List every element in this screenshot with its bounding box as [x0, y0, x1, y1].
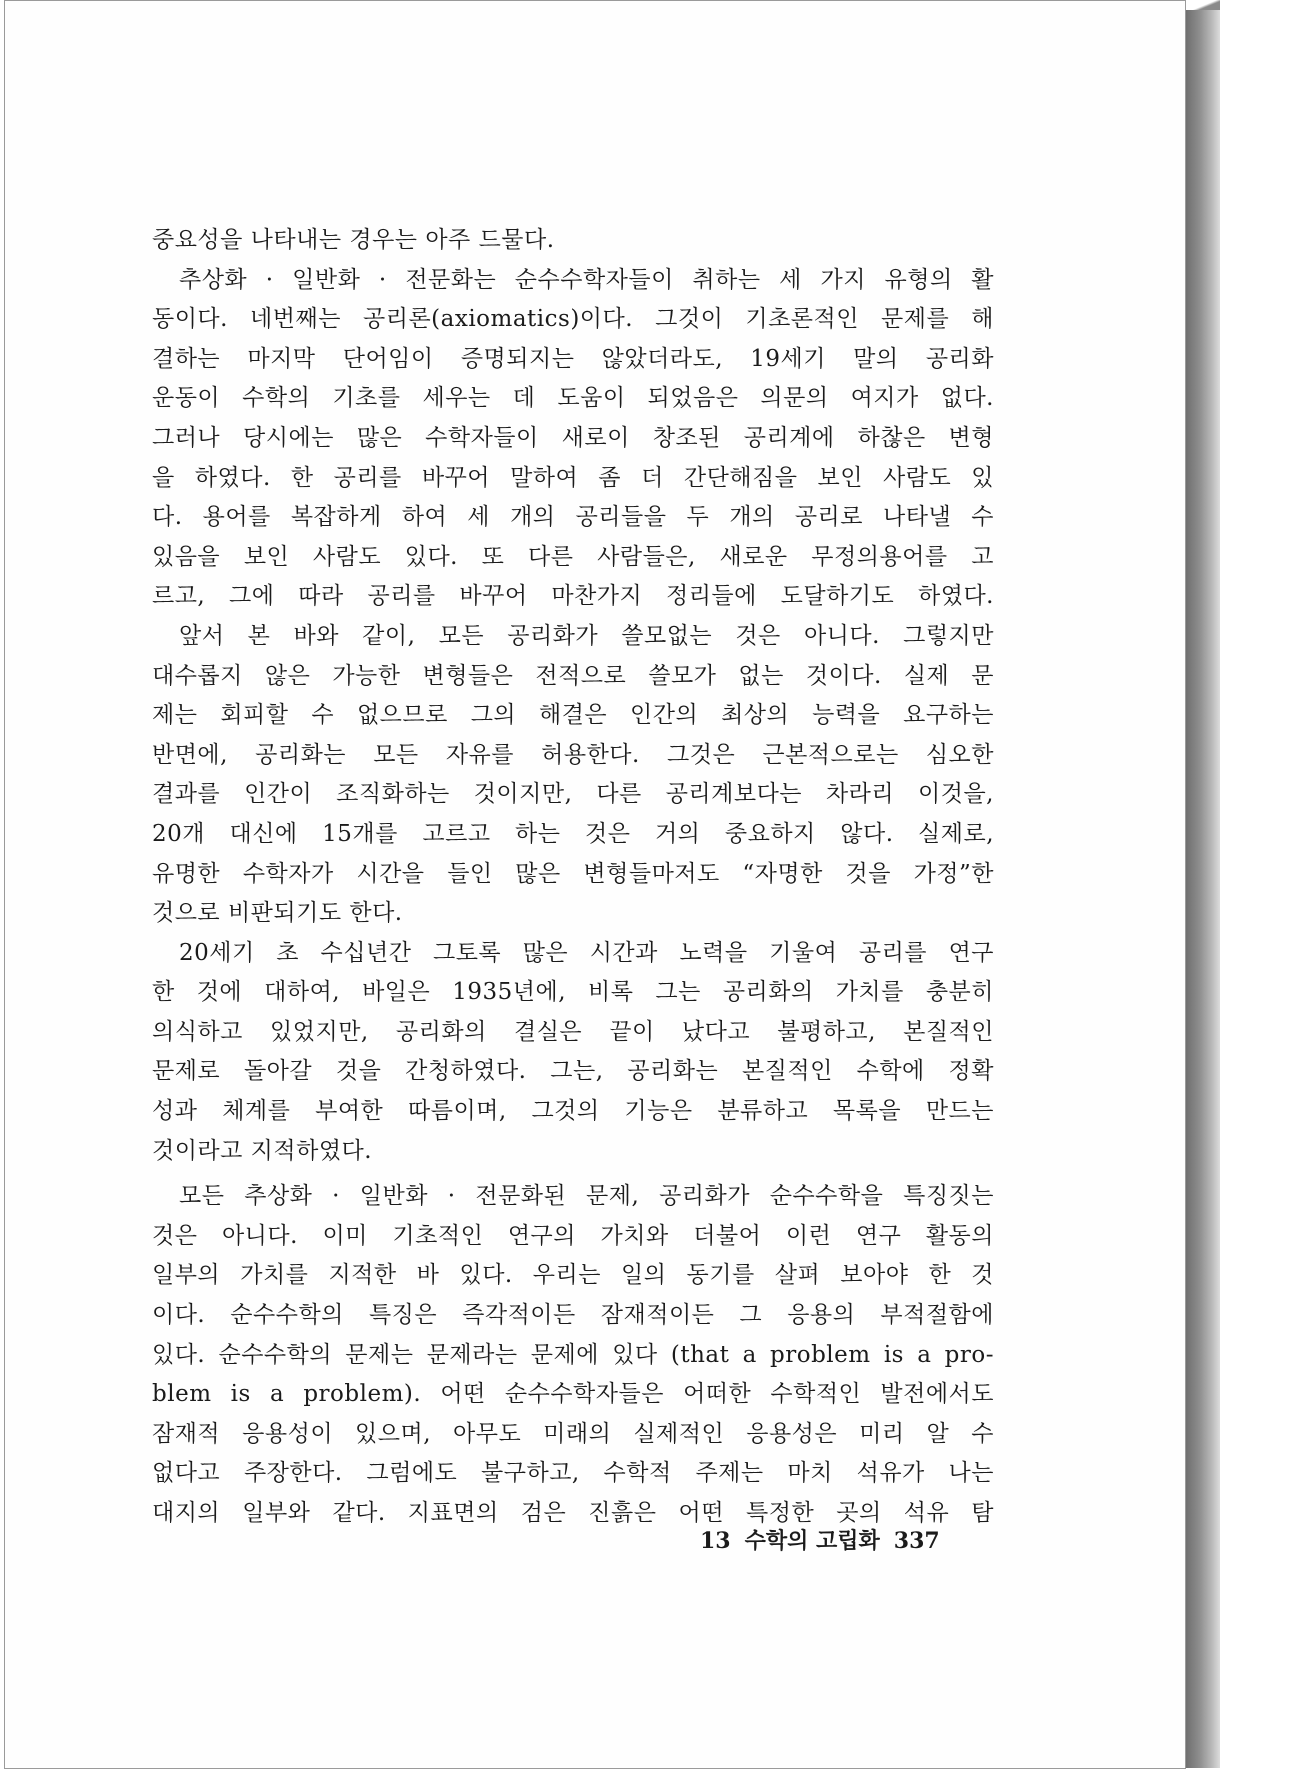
text-line: 문제로 돌아갈 것을 간청하였다. 그는, 공리화는 본질적인 수학에 정확	[152, 1058, 994, 1085]
chapter-title: 수학의 고립화	[744, 1528, 880, 1554]
text-line: 성과 체계를 부여한 따름이며, 그것의 기능은 분류하고 목록을 만드는	[152, 1098, 994, 1125]
text-line: 한 것에 대하여, 바일은 1935년에, 비록 그는 공리화의 가치를 충분히	[152, 979, 994, 1006]
text-line: 중요성을 나타내는 경우는 아주 드물다.	[152, 227, 555, 253]
text-line: 20세기 초 수십년간 그토록 많은 시간과 노력을 기울여 공리를 연구	[179, 939, 994, 966]
text-line: 르고, 그에 따라 공리를 바꾸어 마찬가지 정리들에 도달하기도 하였다.	[152, 583, 994, 610]
text-line: 그러나 당시에는 많은 수학자들이 새로이 창조된 공리계에 하찮은 변형	[152, 424, 994, 451]
text-line: 것이라고 지적하였다.	[152, 1137, 373, 1164]
text-line: 모든 추상화 · 일반화 · 전문화된 문제, 공리화가 순수수학을 특징짓는	[179, 1183, 994, 1210]
text-line: 대지의 일부와 같다. 지표면의 검은 진흙은 어떤 특정한 곳의 석유 탐	[152, 1500, 994, 1526]
text-line: 잠재적 응용성이 있으며, 아무도 미래의 실제적인 응용성은 미리 알 수	[152, 1420, 994, 1447]
text-line: 을 하였다. 한 공리를 바꾸어 말하여 좀 더 간단해짐을 보인 사람도 있	[152, 464, 994, 491]
text-line: 유명한 수학자가 시간을 들인 많은 변형들마저도 “자명한 것을 가정”한	[152, 860, 994, 887]
text-line: 있음을 보인 사람도 있다. 또 다른 사람들은, 새로운 무정의용어를 고	[152, 543, 994, 570]
page-edge-shadow	[1186, 10, 1220, 1768]
running-footer	[700, 1524, 954, 1555]
page-number: 337	[893, 1528, 940, 1554]
text-line: 것으로 비판되기도 한다.	[152, 900, 403, 927]
text-line: 결하는 마지막 단어임이 증명되지는 않았더라도, 19세기 말의 공리화	[152, 345, 994, 372]
body-text	[152, 221, 994, 1534]
text-line: 있다. 순수수학의 문제는 문제라는 문제에 있다 (that a problem is a pro-	[152, 1341, 994, 1368]
text-line: 추상화 · 일반화 · 전문화는 순수수학자들이 취하는 세 가지 유형의 활	[179, 266, 994, 293]
text-line: 반면에, 공리화는 모든 자유를 허용한다. 그것은 근본적으로는 심오한	[152, 741, 994, 768]
text-line: 제는 회피할 수 없으므로 그의 해결은 인간의 최상의 능력을 요구하는	[152, 702, 994, 729]
chapter-number: 13	[700, 1528, 731, 1554]
text-line: 이다. 순수수학의 특징은 즉각적이든 잠재적이든 그 응용의 부적절함에	[152, 1302, 994, 1329]
text-line: blem is a problem). 어떤 순수수학자들은 어떠한 수학적인 발전에서도	[152, 1381, 994, 1408]
text-line: 앞서 본 바와 같이, 모든 공리화가 쓸모없는 것은 아니다. 그렇지만	[179, 622, 994, 649]
text-line: 결과를 인간이 조직화하는 것이지만, 다른 공리계보다는 차라리 이것을,	[152, 781, 994, 808]
text-line: 없다고 주장한다. 그럼에도 불구하고, 수학적 주제는 마치 석유가 나는	[152, 1460, 994, 1487]
text-line: 일부의 가치를 지적한 바 있다. 우리는 일의 동기를 살펴 보아야 한 것	[152, 1262, 994, 1289]
text-line: 것은 아니다. 이미 기초적인 연구의 가치와 더불어 이런 연구 활동의	[152, 1222, 994, 1249]
text-line: 의식하고 있었지만, 공리화의 결실은 끝이 났다고 불평하고, 본질적인	[152, 1018, 994, 1045]
text-line: 운동이 수학의 기초를 세우는 데 도움이 되었음은 의문의 여지가 없다.	[152, 385, 994, 412]
text-line: 대수롭지 않은 가능한 변형들은 전적으로 쓸모가 없는 것이다. 실제 문	[152, 662, 994, 689]
text-line: 다. 용어를 복잡하게 하여 세 개의 공리들을 두 개의 공리로 나타낼 수	[152, 504, 994, 531]
text-line: 동이다. 네번째는 공리론(axiomatics)이다. 그것이 기초론적인 문제를 해	[152, 306, 994, 333]
text-line: 20개 대신에 15개를 고르고 하는 것은 거의 중요하지 않다. 실제로,	[152, 820, 994, 847]
